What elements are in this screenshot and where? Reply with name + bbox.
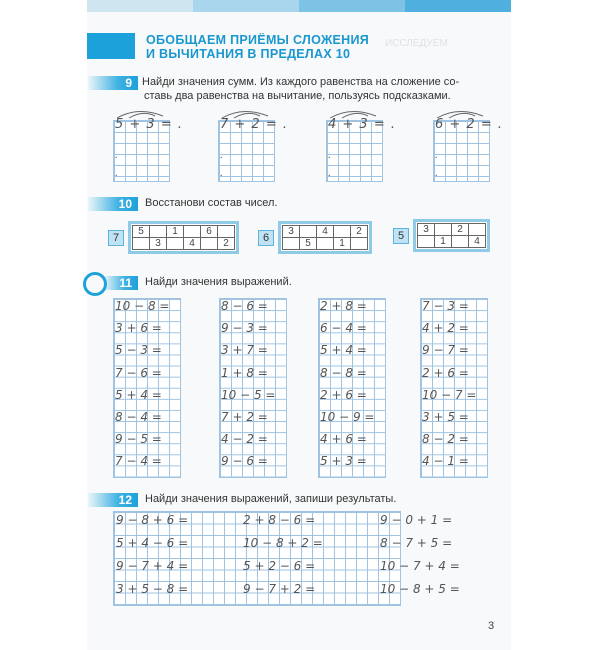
expression: 7 − 6 = (115, 365, 162, 380)
expression: 6 − 4 = (320, 321, 367, 336)
composition-cell: 1 (167, 226, 184, 238)
expression: 5 − 3 = (115, 343, 162, 358)
composition-group (258, 221, 372, 254)
bleed-through-text: ИССЛЕДУЕМ (385, 38, 448, 49)
composition-table (128, 221, 239, 254)
expression: 9 − 3 = (221, 321, 268, 336)
composition-cell (167, 238, 184, 250)
expression: 5 + 4 = (320, 343, 367, 358)
exercise-9-text: Найди значения сумм. Из каждого равенства на сложение со- ставь два равенства на вычитание, пользуясь подсказками. (142, 76, 460, 102)
composition-cell: 4 (469, 236, 486, 248)
composition-cell: 2 (351, 226, 368, 238)
expression: 5 + 4 − 6 = (116, 536, 189, 550)
expression: 10 − 7 = (422, 387, 477, 402)
expression: 8 − 6 = (221, 299, 268, 313)
expression: 10 − 7 + 4 = (380, 559, 460, 573)
expression: 5 + 2 − 6 = (243, 559, 316, 573)
dot-marker: . (328, 150, 333, 161)
expression: 8 − 7 + 5 = (380, 536, 453, 550)
composition-cell: 5 (133, 226, 150, 238)
expression: 3 + 7 = (221, 343, 268, 358)
composition-group (108, 221, 239, 254)
expression: 9 − 7 = (422, 343, 469, 358)
expression: 8 − 2 = (422, 432, 469, 447)
hint-arrow-icon (326, 106, 386, 120)
addition-equation: 5 + 3 = . (115, 117, 183, 132)
dot-marker: . (220, 168, 225, 179)
composition-cell: 3 (283, 226, 300, 238)
exercise-10-text: Восстанови состав чисел. (145, 197, 278, 209)
title-accent-block (87, 33, 135, 59)
page-number: 3 (488, 620, 495, 632)
hint-arrow-icon (113, 106, 173, 120)
expression: 5 + 4 = (115, 387, 162, 402)
whole-number-box: 5 (393, 228, 409, 244)
expression: 8 − 4 = (115, 410, 162, 424)
expression: 4 + 6 = (320, 432, 367, 447)
expression: 2 + 6 = (320, 387, 367, 402)
dot-marker: . (220, 150, 225, 161)
dot-marker: . (435, 168, 440, 179)
composition-cell (150, 226, 167, 238)
expression: 4 − 1 = (422, 454, 469, 469)
composition-cell (184, 226, 201, 238)
dot-marker: . (435, 150, 440, 161)
expression: 9 − 7 + 4 = (116, 559, 189, 573)
composition-cell (351, 238, 368, 250)
whole-number-box: 6 (258, 230, 274, 246)
exercise-11-number: 11 (104, 276, 138, 290)
expression: 10 − 8 + 2 = (243, 536, 323, 550)
dot-marker: . (115, 168, 120, 179)
exercise-12-number: 12 (88, 493, 138, 507)
dot-marker: . (328, 168, 333, 179)
exercise-12-text: Найди значения выражений, запиши результаты. (145, 493, 397, 505)
exercise-11-text: Найди значения выражений. (145, 276, 292, 288)
composition-cell: 3 (150, 238, 167, 250)
expression: 10 − 8 + 5 = (380, 582, 460, 596)
expression: 7 − 4 = (115, 454, 162, 469)
exercise-9-number: 9 (88, 76, 138, 90)
composition-cell (201, 238, 218, 250)
composition-cell: 4 (317, 226, 334, 238)
addition-equation: 7 + 2 = . (220, 117, 288, 132)
expression: 3 + 6 = (115, 321, 162, 336)
expression: 5 + 3 = (320, 454, 367, 469)
hint-arrow-icon (218, 106, 278, 120)
exercise-10-number: 10 (88, 197, 138, 211)
expression: 3 + 5 − 8 = (116, 582, 189, 596)
expression: 7 + 2 = (221, 410, 268, 424)
expression: 2 + 8 − 6 = (243, 513, 316, 527)
expression: 8 − 8 = (320, 365, 367, 380)
composition-table (413, 219, 490, 252)
whole-number-box: 7 (108, 230, 124, 246)
composition-table (278, 221, 372, 254)
composition-cell (334, 226, 351, 238)
hint-arrow-icon (433, 106, 493, 120)
composition-cell (133, 238, 150, 250)
expression: 4 − 2 = (221, 432, 268, 447)
expression: 4 + 2 = (422, 321, 469, 336)
expression: 1 + 8 = (221, 365, 268, 380)
composition-cell (469, 224, 486, 236)
composition-cell (317, 238, 334, 250)
composition-cell: 2 (452, 224, 469, 236)
expression: 2 + 6 = (422, 365, 469, 380)
expression: 2 + 8 = (320, 299, 367, 313)
expression: 9 − 0 + 1 = (380, 513, 453, 527)
page-title: ОБОБЩАЕМ ПРИЁМЫ СЛОЖЕНИЯ И ВЫЧИТАНИЯ В ПРЕДЕЛАХ 10 (146, 33, 370, 61)
composition-cell: 4 (184, 238, 201, 250)
expression: 9 − 5 = (115, 432, 162, 447)
expression: 3 + 5 = (422, 410, 469, 424)
composition-cell (300, 226, 317, 238)
composition-cell: 1 (435, 236, 452, 248)
composition-cell (452, 236, 469, 248)
composition-group (393, 219, 490, 252)
composition-cell (418, 236, 435, 248)
addition-equation: 6 + 2 = . (435, 117, 503, 132)
expression: 7 − 3 = (422, 299, 469, 313)
composition-cell: 1 (334, 238, 351, 250)
expression: 9 − 8 + 6 = (116, 513, 189, 527)
expression: 9 − 7 + 2 = (243, 582, 316, 596)
composition-cell (283, 238, 300, 250)
composition-cell: 5 (300, 238, 317, 250)
top-color-bar (87, 0, 511, 12)
composition-cell: 2 (218, 238, 235, 250)
addition-equation: 4 + 3 = . (328, 117, 396, 132)
composition-cell: 6 (201, 226, 218, 238)
composition-cell: 3 (418, 224, 435, 236)
expression: 10 − 5 = (221, 387, 276, 402)
dot-marker: . (115, 150, 120, 161)
composition-cell (218, 226, 235, 238)
expression: 10 − 9 = (320, 410, 375, 424)
composition-cell (435, 224, 452, 236)
expression: 9 − 6 = (221, 454, 268, 469)
expression: 10 − 8 = (115, 299, 170, 313)
